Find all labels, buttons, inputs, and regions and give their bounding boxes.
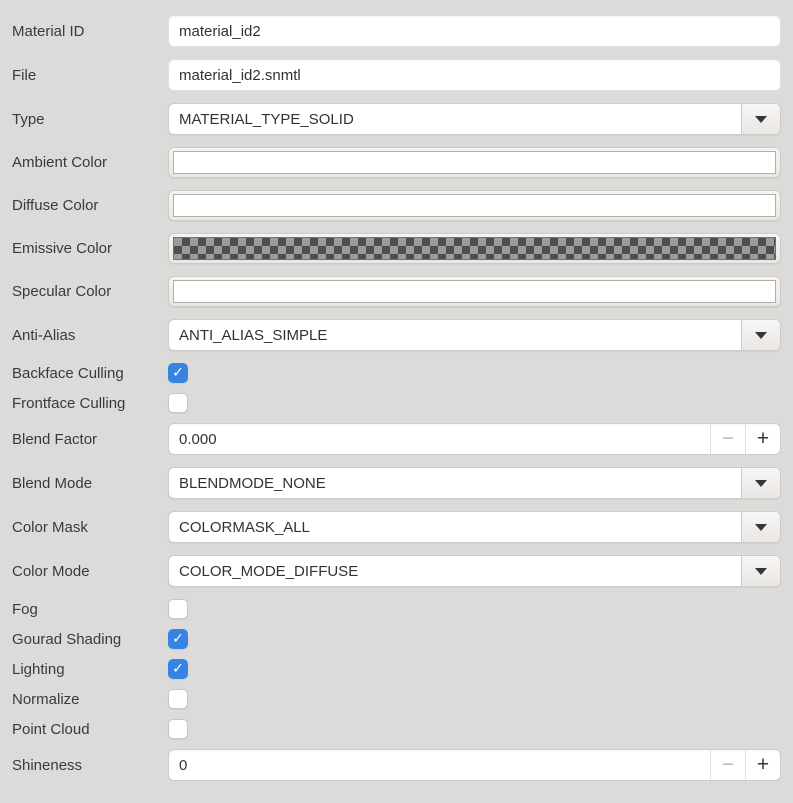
check-icon: ✓ — [172, 660, 184, 676]
dropdown-button[interactable] — [741, 104, 780, 134]
row-type — [0, 103, 793, 135]
row-normalize — [0, 689, 793, 709]
row-material-id — [0, 15, 793, 47]
spin-value-input[interactable] — [169, 750, 710, 780]
property-label: Color Mask — [12, 518, 88, 536]
property-label: Fog — [12, 600, 38, 618]
color-picker-button[interactable] — [168, 190, 781, 221]
dropdown[interactable] — [168, 555, 781, 587]
property-label: Material ID — [12, 22, 85, 40]
dropdown[interactable] — [168, 103, 781, 135]
row-ambient-color — [0, 147, 793, 178]
chevron-down-icon — [755, 332, 767, 339]
decrement-button[interactable]: − — [710, 424, 745, 454]
text-input[interactable] — [168, 59, 781, 91]
property-label: Point Cloud — [12, 720, 90, 738]
dropdown-selected-value: ANTI_ALIAS_SIMPLE — [179, 326, 328, 344]
color-swatch — [173, 194, 776, 217]
chevron-down-icon — [755, 568, 767, 575]
dropdown-button[interactable] — [741, 512, 780, 542]
dropdown-button[interactable] — [741, 320, 780, 350]
check-icon: ✓ — [172, 364, 184, 380]
property-label: Blend Mode — [12, 474, 93, 492]
checkbox[interactable] — [168, 629, 188, 649]
checkbox[interactable] — [168, 689, 188, 709]
color-picker-button[interactable] — [168, 147, 781, 178]
increment-button[interactable]: + — [745, 750, 780, 780]
property-label: Gourad Shading — [12, 630, 122, 648]
row-backface-culling — [0, 363, 793, 383]
checkbox[interactable] — [168, 659, 188, 679]
color-picker-button[interactable] — [168, 276, 781, 307]
color-swatch — [173, 280, 776, 303]
row-blend-factor — [0, 423, 793, 455]
property-label: Anti-Alias — [12, 326, 76, 344]
row-file — [0, 59, 793, 91]
row-shineness — [0, 749, 793, 781]
property-label: Emissive Color — [12, 240, 113, 257]
checkbox[interactable] — [168, 719, 188, 739]
dropdown[interactable] — [168, 511, 781, 543]
row-gourad-shading — [0, 629, 793, 649]
dropdown-button[interactable] — [741, 468, 780, 498]
dropdown-selected-value: COLOR_MODE_DIFFUSE — [179, 562, 359, 580]
property-label: Backface Culling — [12, 364, 124, 382]
spin-value-input[interactable] — [169, 424, 710, 454]
checkbox[interactable] — [168, 599, 188, 619]
property-label: Type — [12, 110, 45, 128]
row-color-mode — [0, 555, 793, 587]
dropdown-button[interactable] — [741, 556, 780, 586]
color-swatch — [173, 151, 776, 174]
dropdown[interactable] — [168, 467, 781, 499]
chevron-down-icon — [755, 480, 767, 487]
chevron-down-icon — [755, 524, 767, 531]
row-fog — [0, 599, 793, 619]
row-diffuse-color — [0, 190, 793, 221]
row-point-cloud — [0, 719, 793, 739]
spin-button — [168, 423, 781, 455]
property-label: Frontface Culling — [12, 394, 126, 412]
dropdown-selected-value: BLENDMODE_NONE — [179, 474, 326, 492]
property-label: Ambient Color — [12, 154, 108, 171]
property-label: Specular Color — [12, 283, 112, 300]
row-lighting — [0, 659, 793, 679]
check-icon: ✓ — [172, 630, 184, 646]
row-frontface-culling — [0, 393, 793, 413]
property-label: Diffuse Color — [12, 197, 99, 214]
decrement-button[interactable]: − — [710, 750, 745, 780]
chevron-down-icon — [755, 116, 767, 123]
dropdown-selected-value: MATERIAL_TYPE_SOLID — [179, 110, 354, 128]
property-label: Blend Factor — [12, 430, 98, 448]
row-emissive-color — [0, 233, 793, 264]
row-anti-alias — [0, 319, 793, 351]
property-label: Shineness — [12, 756, 83, 774]
property-label: Lighting — [12, 660, 65, 678]
text-input[interactable] — [168, 15, 781, 47]
property-rows — [0, 15, 793, 781]
color-swatch — [173, 237, 776, 260]
dropdown-selected-value: COLORMASK_ALL — [179, 518, 310, 536]
color-picker-button[interactable] — [168, 233, 781, 264]
property-label: Normalize — [12, 690, 80, 708]
row-color-mask — [0, 511, 793, 543]
property-label: File — [12, 66, 37, 84]
dropdown[interactable] — [168, 319, 781, 351]
checkbox[interactable] — [168, 363, 188, 383]
row-blend-mode — [0, 467, 793, 499]
row-specular-color — [0, 276, 793, 307]
property-label: Color Mode — [12, 562, 90, 580]
checkbox[interactable] — [168, 393, 188, 413]
increment-button[interactable]: + — [745, 424, 780, 454]
spin-button — [168, 749, 781, 781]
